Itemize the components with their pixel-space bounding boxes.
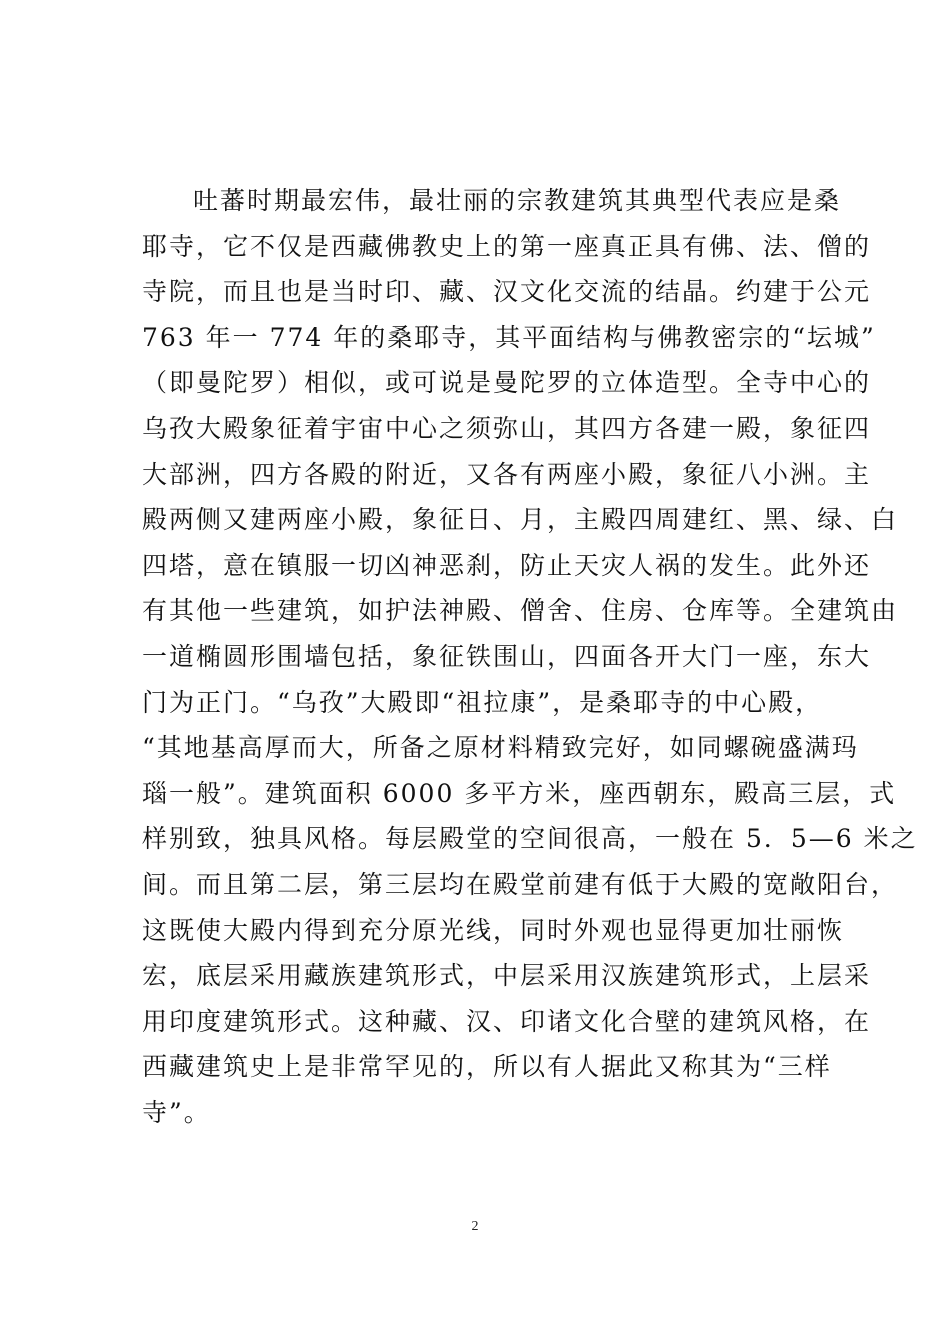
body-paragraph xyxy=(142,178,918,1135)
text-line: “其地基高厚而大，所备之原材料精致完好，如同螺碗盛满玛 xyxy=(142,733,859,763)
text-line: 宏，底层采用藏族建筑形式，中层采用汉族建筑形式，上层采 xyxy=(142,961,872,991)
text-line: 门为正门。“乌孜”大殿即“祖拉康”，是桑耶寺的中心殿， xyxy=(142,687,823,717)
text-line: 间。而且第二层，第三层均在殿堂前建有低于大殿的宽敞阳台， xyxy=(142,869,899,899)
text-line: （即曼陀罗）相似，或可说是曼陀罗的立体造型。全寺中心的 xyxy=(142,368,872,398)
text-line: 四塔，意在镇服一切凶神恶刹，防止天灾人祸的发生。此外还 xyxy=(142,550,872,580)
text-line: 瑙一般”。建筑面积 6000 多平方米，座西朝东，殿高三层，式 xyxy=(142,778,897,808)
text-line: 乌孜大殿象征着宇宙中心之须弥山，其四方各建一殿，象征四 xyxy=(142,413,872,443)
page-number: 2 xyxy=(471,1219,479,1234)
text-line: 这既使大殿内得到充分原光线，同时外观也显得更加壮丽恢 xyxy=(142,915,845,945)
text-line: 西藏建筑史上是非常罕见的，所以有人据此又称其为“三样 xyxy=(142,1052,832,1082)
text-line: 殿两侧又建两座小殿，象征日、月，主殿四周建红、黑、绿、白 xyxy=(142,505,899,535)
text-line: 样别致，独具风格。每层殿堂的空间很高，一般在 5．5—6 米之 xyxy=(142,824,918,854)
text-line: 一道椭圆形围墙包括，象征铁围山，四面各开大门一座，东大 xyxy=(142,641,872,671)
text-line: 寺院，而且也是当时印、藏、汉文化交流的结晶。约建于公元 xyxy=(142,277,872,307)
text-line: 大部洲，四方各殿的附近，又各有两座小殿，象征八小洲。主 xyxy=(142,459,872,489)
text-line: 用印度建筑形式。这种藏、汉、印诸文化合壁的建筑风格，在 xyxy=(142,1006,872,1036)
text-line: 有其他一些建筑，如护法神殿、僧舍、住房、仓库等。全建筑由 xyxy=(142,596,899,626)
text-line: 耶寺，它不仅是西藏佛教史上的第一座真正具有佛、法、僧的 xyxy=(142,231,872,261)
text-line: 763 年一 774 年的桑耶寺，其平面结构与佛教密宗的“坛城” xyxy=(142,322,876,352)
text-line: 吐蕃时期最宏伟，最壮丽的宗教建筑其典型代表应是桑 xyxy=(193,186,842,215)
text-line: 寺”。 xyxy=(142,1097,211,1127)
